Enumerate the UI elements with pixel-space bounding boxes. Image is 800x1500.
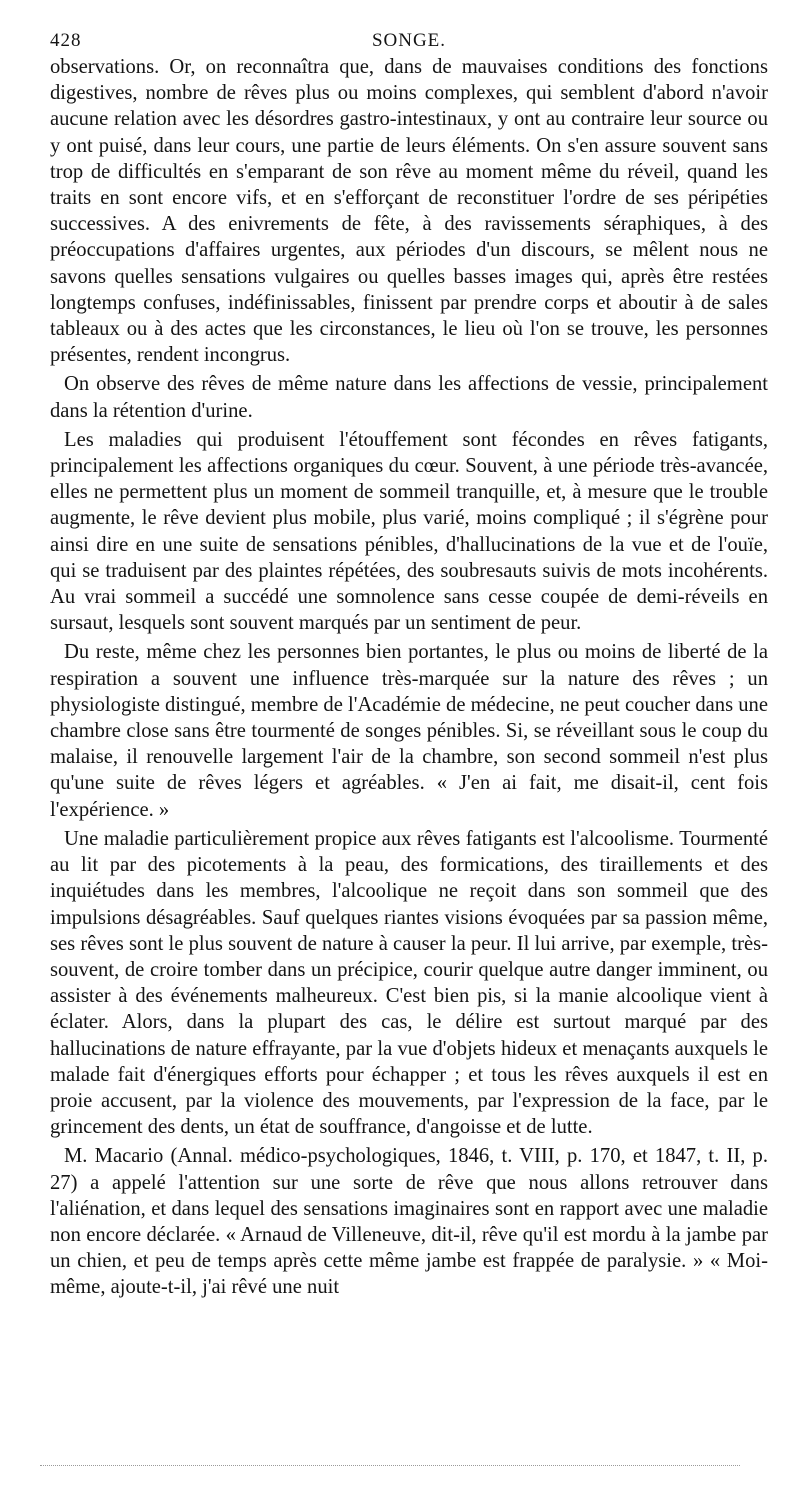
running-title: SONGE. [371,30,447,51]
paragraph-5: Une maladie particulièrement propice aux rêves fatigants est l'alcoolisme. Tourmenté au lit par des picotements à la peau, des formications, des tiraillements et des inquiétudes dans les membres, l'alcoolique ne reçoit dans son sommeil que des impulsions désagréables. Sauf quelques riantes visions évoquées par sa passion même, ses rêves sont le plus souvent de nature à causer la peur. Il lui arrive, par exemple, très-souvent, de croire tomber dans un précipice, courir quelque autre danger imminent, ou assister à des événements malheureux. C'est bien pis, si la manie alcoolique vient à éclater. Alors, dans la plupart des cas, le délire est surtout marqué par des hallucinations de nature effrayante, par la vue d'objets hideux et menaçants auxquels le malade fait d'énergiques efforts pour échapper ; et tous les rêves auxquels il est en proie accusent, par la violence des mouvements, par l'expression de la face, par le grincement des dents, un état de souffrance, d'angoisse et de lutte. [50,827,768,1139]
page-number: 428 [50,30,82,51]
paragraph-3: Les maladies qui produisent l'étouffement sont fécondes en rêves fatigants, principalement les affections organiques du cœur. Souvent, à une période très-avancée, elles ne permettent plus un moment de sommeil tranquille, et, à mesure que le trouble augmente, le rêve devient plus mobile, plus varié, moins compliqué ; il s'égrène pour ainsi dire en une suite de sensations pénibles, d'hallucinations de la vue et de l'ouïe, qui se traduisent par des plaintes répétées, des soubresauts suivis de mots incohérents. Au vrai sommeil a succédé une somnolence sans cesse coupée de demi-réveils en sursaut, lesquels sont souvent marqués par un sentiment de peur. [50,428,768,635]
page-header [50,24,768,54]
paragraph-4: Du reste, même chez les personnes bien portantes, le plus ou moins de liberté de la respiration a souvent une influence très-marquée sur la nature des rêves ; un physiologiste distingué, membre de l'Académie de médecine, ne peut coucher dans une chambre close sans être tourmenté de songes pénibles. Si, se réveillant sous le coup du malaise, il renouvelle largement l'air de la chambre, son second sommeil n'est plus qu'une suite de rêves légers et agréables. « J'en ai fait, me disait-il, cent fois l'expérience. » [50,641,768,821]
paragraph-6: M. Macario (Annal. médico-psychologiques, 1846, t. VIII, p. 170, et 1847, t. II, p. 27) a appelé l'attention sur une sorte de rêve que nous allons retrouver dans l'aliénation, et dans lequel des sensations imaginaires sont en rapport avec une maladie non encore déclarée. « Arnaud de Villeneuve, dit-il, rêve qu'il est mordu à la jambe par un chien, et peu de temps après cette même jambe est frappée de paralysie. » « Moi-même, ajoute-t-il, j'ai rêvé une nuit [50,1145,768,1299]
book-page [50,24,768,1301]
paragraph-2: On observe des rêves de même nature dans les affections de vessie, principalement dans la rétention d'urine. [50,373,768,422]
footer-rule [40,1465,740,1466]
paragraph-1: observations. Or, on reconnaîtra que, dans de mauvaises conditions des fonctions digestives, nombre de rêves plus ou moins complexes, qui semblent d'abord n'avoir aucune relation avec les désordres gastro-intestinaux, y ont au contraire leur source ou y ont puisé, dans leur cours, une partie de leurs éléments. On s'en assure souvent sans trop de difficultés en s'emparant de son rêve au moment même du réveil, quand les traits en sont encore vifs, et en s'efforçant de reconstituer l'ordre de ses péripéties successives. A des enivrements de fête, à des ravissements séraphiques, à des préoccupations d'affaires urgentes, aux périodes d'un discours, se mêlent nous ne savons quelles sensations vulgaires ou quelles basses images qui, après être restées longtemps confuses, indéfinissables, finissent par prendre corps et aboutir à de sales tableaux ou à des actes que les circonstances, le lieu où l'on se trouve, les personnes présentes, rendent incongrus. [50,56,768,367]
